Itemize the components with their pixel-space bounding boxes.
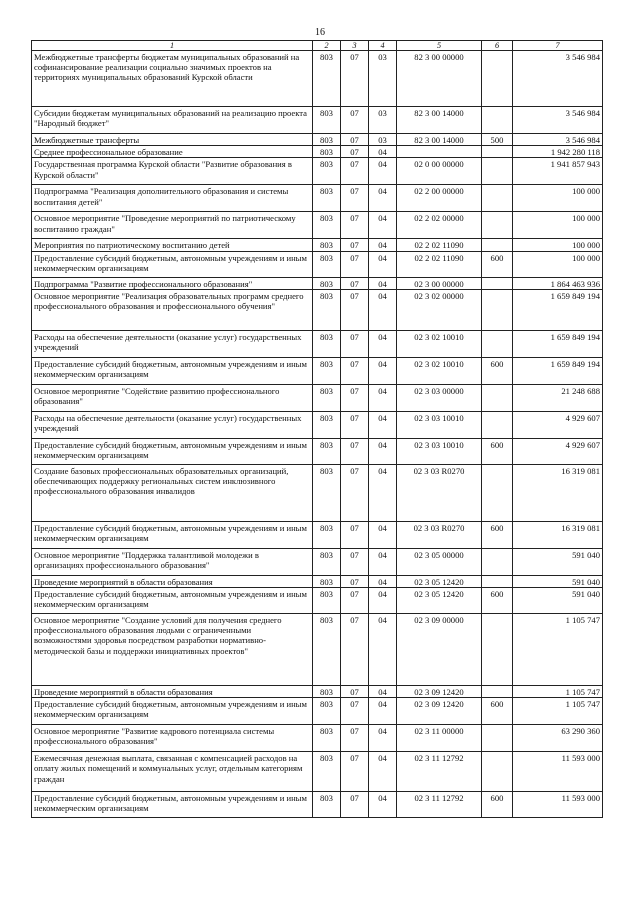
amount-cell: 1 864 463 936 bbox=[513, 277, 603, 289]
table-row bbox=[32, 384, 603, 411]
header-cell: 4 bbox=[369, 41, 397, 51]
row-name-cell: Государственная программа Курской области "Развитие образования в Курской области" bbox=[32, 158, 313, 185]
row-name-cell: Предоставление субсидий бюджетным, автономным учреждениям и иным некоммерческим организациям bbox=[32, 357, 313, 384]
ministry-code-cell: 803 bbox=[313, 134, 341, 146]
amount-cell: 1 942 280 118 bbox=[513, 146, 603, 158]
expense-type-cell bbox=[482, 575, 513, 587]
target-article-cell: 02 2 02 00000 bbox=[397, 212, 482, 239]
section-code-cell: 07 bbox=[341, 185, 369, 212]
row-name-cell: Основное мероприятие "Поддержка талантливой молодежи в организациях профессионального образования" bbox=[32, 548, 313, 575]
expense-type-cell bbox=[482, 107, 513, 134]
ministry-code-cell: 803 bbox=[313, 185, 341, 212]
expense-type-cell bbox=[482, 212, 513, 239]
header-cell: 3 bbox=[341, 41, 369, 51]
amount-cell: 591 040 bbox=[513, 548, 603, 575]
table-row bbox=[32, 686, 603, 698]
ministry-code-cell: 803 bbox=[313, 51, 341, 107]
amount-cell: 3 546 984 bbox=[513, 134, 603, 146]
target-article-cell: 02 3 09 12420 bbox=[397, 686, 482, 698]
amount-cell: 4 929 607 bbox=[513, 438, 603, 464]
ministry-code-cell: 803 bbox=[313, 464, 341, 521]
amount-cell: 11 593 000 bbox=[513, 792, 603, 818]
section-code-cell: 07 bbox=[341, 51, 369, 107]
table-row bbox=[32, 107, 603, 134]
target-article-cell: 02 3 09 12420 bbox=[397, 698, 482, 725]
section-code-cell: 07 bbox=[341, 725, 369, 752]
subsection-code-cell: 04 bbox=[369, 614, 397, 686]
expense-type-cell bbox=[482, 752, 513, 792]
header-cell: 7 bbox=[513, 41, 603, 51]
ministry-code-cell: 803 bbox=[313, 411, 341, 438]
target-article-cell: 02 3 11 00000 bbox=[397, 725, 482, 752]
header-cell: 1 bbox=[32, 41, 313, 51]
page-number: 16 bbox=[315, 27, 325, 38]
amount-cell: 591 040 bbox=[513, 588, 603, 614]
ministry-code-cell: 803 bbox=[313, 277, 341, 289]
ministry-code-cell: 803 bbox=[313, 752, 341, 792]
table-row bbox=[32, 752, 603, 792]
amount-cell: 3 546 984 bbox=[513, 107, 603, 134]
expense-type-cell bbox=[482, 277, 513, 289]
row-name-cell: Проведение мероприятий в области образования bbox=[32, 686, 313, 698]
ministry-code-cell: 803 bbox=[313, 438, 341, 464]
target-article-cell: 02 0 00 00000 bbox=[397, 158, 482, 185]
table-row bbox=[32, 51, 603, 107]
section-code-cell: 07 bbox=[341, 588, 369, 614]
target-article-cell: 02 3 03 00000 bbox=[397, 384, 482, 411]
table-row bbox=[32, 289, 603, 330]
table-row bbox=[32, 548, 603, 575]
subsection-code-cell: 04 bbox=[369, 185, 397, 212]
section-code-cell: 07 bbox=[341, 548, 369, 575]
table-row bbox=[32, 438, 603, 464]
target-article-cell: 02 3 02 10010 bbox=[397, 357, 482, 384]
expense-type-cell bbox=[482, 185, 513, 212]
section-code-cell: 07 bbox=[341, 289, 369, 330]
amount-cell: 100 000 bbox=[513, 185, 603, 212]
section-code-cell: 07 bbox=[341, 277, 369, 289]
section-code-cell: 07 bbox=[341, 212, 369, 239]
subsection-code-cell: 04 bbox=[369, 548, 397, 575]
table-row bbox=[32, 251, 603, 277]
target-article-cell: 82 3 00 14000 bbox=[397, 107, 482, 134]
table-row bbox=[32, 725, 603, 752]
table-row bbox=[32, 575, 603, 587]
table-row bbox=[32, 357, 603, 384]
target-article-cell: 02 3 11 12792 bbox=[397, 792, 482, 818]
target-article-cell: 02 3 05 12420 bbox=[397, 575, 482, 587]
table-row bbox=[32, 185, 603, 212]
expense-type-cell bbox=[482, 51, 513, 107]
expense-type-cell bbox=[482, 146, 513, 158]
row-name-cell: Создание базовых профессиональных образовательных организаций, обеспечивающих поддержку региональных систем инклюзивного профессионального образования инвалидов bbox=[32, 464, 313, 521]
ministry-code-cell: 803 bbox=[313, 548, 341, 575]
expense-type-cell bbox=[482, 158, 513, 185]
row-name-cell: Предоставление субсидий бюджетным, автономным учреждениям и иным некоммерческим организациям bbox=[32, 588, 313, 614]
ministry-code-cell: 803 bbox=[313, 107, 341, 134]
table-row bbox=[32, 464, 603, 521]
subsection-code-cell: 04 bbox=[369, 588, 397, 614]
section-code-cell: 07 bbox=[341, 107, 369, 134]
amount-cell: 4 929 607 bbox=[513, 411, 603, 438]
ministry-code-cell: 803 bbox=[313, 792, 341, 818]
subsection-code-cell: 04 bbox=[369, 575, 397, 587]
amount-cell: 11 593 000 bbox=[513, 752, 603, 792]
expense-type-cell bbox=[482, 239, 513, 251]
ministry-code-cell: 803 bbox=[313, 212, 341, 239]
table-row bbox=[32, 521, 603, 548]
expense-type-cell: 600 bbox=[482, 357, 513, 384]
expense-type-cell bbox=[482, 725, 513, 752]
header-cell: 5 bbox=[397, 41, 482, 51]
expense-type-cell bbox=[482, 464, 513, 521]
section-code-cell: 07 bbox=[341, 792, 369, 818]
table-row bbox=[32, 792, 603, 818]
ministry-code-cell: 803 bbox=[313, 357, 341, 384]
target-article-cell: 02 3 02 00000 bbox=[397, 289, 482, 330]
row-name-cell: Межбюджетные трансферты bbox=[32, 134, 313, 146]
expense-type-cell bbox=[482, 686, 513, 698]
target-article-cell: 02 2 02 11090 bbox=[397, 251, 482, 277]
table-row bbox=[32, 134, 603, 146]
table-row bbox=[32, 411, 603, 438]
budget-table bbox=[31, 40, 603, 818]
row-name-cell: Основное мероприятие "Содействие развитию профессионального образования" bbox=[32, 384, 313, 411]
section-code-cell: 07 bbox=[341, 384, 369, 411]
expense-type-cell bbox=[482, 330, 513, 357]
expense-type-cell: 600 bbox=[482, 698, 513, 725]
subsection-code-cell: 04 bbox=[369, 521, 397, 548]
expense-type-cell: 600 bbox=[482, 588, 513, 614]
subsection-code-cell: 04 bbox=[369, 158, 397, 185]
row-name-cell: Основное мероприятие "Создание условий для получения среднего профессионального образования людьми с ограниченными возможностями здоровья посредством разработки нормативно-методической базы и поддержки инициативных проектов" bbox=[32, 614, 313, 686]
ministry-code-cell: 803 bbox=[313, 146, 341, 158]
target-article-cell: 02 2 02 11090 bbox=[397, 239, 482, 251]
header-cell: 6 bbox=[482, 41, 513, 51]
target-article-cell: 82 3 00 14000 bbox=[397, 134, 482, 146]
row-name-cell: Предоставление субсидий бюджетным, автономным учреждениям и иным некоммерческим организациям bbox=[32, 251, 313, 277]
section-code-cell: 07 bbox=[341, 698, 369, 725]
section-code-cell: 07 bbox=[341, 357, 369, 384]
table-row bbox=[32, 212, 603, 239]
header-cell: 2 bbox=[313, 41, 341, 51]
target-article-cell: 02 3 00 00000 bbox=[397, 277, 482, 289]
amount-cell: 100 000 bbox=[513, 212, 603, 239]
subsection-code-cell: 04 bbox=[369, 212, 397, 239]
expense-type-cell bbox=[482, 384, 513, 411]
ministry-code-cell: 803 bbox=[313, 575, 341, 587]
section-code-cell: 07 bbox=[341, 134, 369, 146]
section-code-cell: 07 bbox=[341, 411, 369, 438]
table-row bbox=[32, 158, 603, 185]
subsection-code-cell: 03 bbox=[369, 134, 397, 146]
subsection-code-cell: 04 bbox=[369, 251, 397, 277]
row-name-cell: Расходы на обеспечение деятельности (оказание услуг) государственных учреждений bbox=[32, 411, 313, 438]
target-article-cell: 82 3 00 00000 bbox=[397, 51, 482, 107]
expense-type-cell bbox=[482, 411, 513, 438]
amount-cell: 21 248 688 bbox=[513, 384, 603, 411]
row-name-cell: Межбюджетные трансферты бюджетам муниципальных образований на софинансирование реализации социально значимых проектов на территориях муниципальных образований Курской области bbox=[32, 51, 313, 107]
row-name-cell: Предоставление субсидий бюджетным, автономным учреждениям и иным некоммерческим организациям bbox=[32, 698, 313, 725]
section-code-cell: 07 bbox=[341, 575, 369, 587]
amount-cell: 1 659 849 194 bbox=[513, 289, 603, 330]
table-row bbox=[32, 277, 603, 289]
header-row bbox=[32, 41, 603, 51]
amount-cell: 100 000 bbox=[513, 239, 603, 251]
subsection-code-cell: 04 bbox=[369, 725, 397, 752]
target-article-cell: 02 3 02 10010 bbox=[397, 330, 482, 357]
amount-cell: 591 040 bbox=[513, 575, 603, 587]
target-article-cell: 02 3 03 R0270 bbox=[397, 521, 482, 548]
table-row bbox=[32, 239, 603, 251]
row-name-cell: Подпрограмма "Развитие профессионального образования" bbox=[32, 277, 313, 289]
row-name-cell: Подпрограмма "Реализация дополнительного образования и системы воспитания детей" bbox=[32, 185, 313, 212]
section-code-cell: 07 bbox=[341, 521, 369, 548]
expense-type-cell: 600 bbox=[482, 251, 513, 277]
row-name-cell: Основное мероприятие "Развитие кадрового потенциала системы профессионального образования" bbox=[32, 725, 313, 752]
table-row bbox=[32, 698, 603, 725]
row-name-cell: Среднее профессиональное образование bbox=[32, 146, 313, 158]
subsection-code-cell: 04 bbox=[369, 752, 397, 792]
table-row bbox=[32, 614, 603, 686]
subsection-code-cell: 04 bbox=[369, 686, 397, 698]
row-name-cell: Предоставление субсидий бюджетным, автономным учреждениям и иным некоммерческим организациям bbox=[32, 792, 313, 818]
amount-cell: 1 659 849 194 bbox=[513, 330, 603, 357]
ministry-code-cell: 803 bbox=[313, 289, 341, 330]
target-article-cell bbox=[397, 146, 482, 158]
target-article-cell: 02 3 09 00000 bbox=[397, 614, 482, 686]
amount-cell: 16 319 081 bbox=[513, 464, 603, 521]
subsection-code-cell: 04 bbox=[369, 277, 397, 289]
row-name-cell: Проведение мероприятий в области образования bbox=[32, 575, 313, 587]
target-article-cell: 02 2 00 00000 bbox=[397, 185, 482, 212]
row-name-cell: Основное мероприятие "Реализация образовательных программ среднего профессионального образования и профессионального обучения" bbox=[32, 289, 313, 330]
section-code-cell: 07 bbox=[341, 752, 369, 792]
target-article-cell: 02 3 05 00000 bbox=[397, 548, 482, 575]
table-row bbox=[32, 330, 603, 357]
ministry-code-cell: 803 bbox=[313, 330, 341, 357]
expense-type-cell: 600 bbox=[482, 521, 513, 548]
subsection-code-cell: 04 bbox=[369, 384, 397, 411]
expense-type-cell bbox=[482, 289, 513, 330]
subsection-code-cell: 04 bbox=[369, 438, 397, 464]
section-code-cell: 07 bbox=[341, 464, 369, 521]
ministry-code-cell: 803 bbox=[313, 384, 341, 411]
section-code-cell: 07 bbox=[341, 686, 369, 698]
amount-cell: 16 319 081 bbox=[513, 521, 603, 548]
section-code-cell: 07 bbox=[341, 614, 369, 686]
expense-type-cell: 500 bbox=[482, 134, 513, 146]
target-article-cell: 02 3 05 12420 bbox=[397, 588, 482, 614]
target-article-cell: 02 3 03 10010 bbox=[397, 411, 482, 438]
ministry-code-cell: 803 bbox=[313, 686, 341, 698]
subsection-code-cell: 04 bbox=[369, 411, 397, 438]
subsection-code-cell: 04 bbox=[369, 289, 397, 330]
ministry-code-cell: 803 bbox=[313, 698, 341, 725]
amount-cell: 3 546 984 bbox=[513, 51, 603, 107]
section-code-cell: 07 bbox=[341, 239, 369, 251]
amount-cell: 1 105 747 bbox=[513, 686, 603, 698]
section-code-cell: 07 bbox=[341, 438, 369, 464]
ministry-code-cell: 803 bbox=[313, 588, 341, 614]
subsection-code-cell: 04 bbox=[369, 330, 397, 357]
expense-type-cell: 600 bbox=[482, 438, 513, 464]
amount-cell: 1 105 747 bbox=[513, 698, 603, 725]
section-code-cell: 07 bbox=[341, 330, 369, 357]
row-name-cell: Ежемесячная денежная выплата, связанная с компенсацией расходов на оплату жилых помещений и коммунальных услуг, отдельным категориям граждан bbox=[32, 752, 313, 792]
subsection-code-cell: 04 bbox=[369, 146, 397, 158]
row-name-cell: Предоставление субсидий бюджетным, автономным учреждениям и иным некоммерческим организациям bbox=[32, 521, 313, 548]
amount-cell: 63 290 360 bbox=[513, 725, 603, 752]
section-code-cell: 07 bbox=[341, 158, 369, 185]
ministry-code-cell: 803 bbox=[313, 239, 341, 251]
expense-type-cell bbox=[482, 548, 513, 575]
subsection-code-cell: 03 bbox=[369, 107, 397, 134]
row-name-cell: Основное мероприятие "Проведение мероприятий по патриотическому воспитанию граждан" bbox=[32, 212, 313, 239]
subsection-code-cell: 04 bbox=[369, 357, 397, 384]
ministry-code-cell: 803 bbox=[313, 251, 341, 277]
target-article-cell: 02 3 03 10010 bbox=[397, 438, 482, 464]
ministry-code-cell: 803 bbox=[313, 614, 341, 686]
amount-cell: 100 000 bbox=[513, 251, 603, 277]
table-row bbox=[32, 146, 603, 158]
subsection-code-cell: 04 bbox=[369, 464, 397, 521]
target-article-cell: 02 3 11 12792 bbox=[397, 752, 482, 792]
ministry-code-cell: 803 bbox=[313, 725, 341, 752]
amount-cell: 1 659 849 194 bbox=[513, 357, 603, 384]
row-name-cell: Расходы на обеспечение деятельности (оказание услуг) государственных учреждений bbox=[32, 330, 313, 357]
subsection-code-cell: 04 bbox=[369, 698, 397, 725]
row-name-cell: Субсидии бюджетам муниципальных образований на реализацию проекта "Народный бюджет" bbox=[32, 107, 313, 134]
section-code-cell: 07 bbox=[341, 146, 369, 158]
row-name-cell: Предоставление субсидий бюджетным, автономным учреждениям и иным некоммерческим организациям bbox=[32, 438, 313, 464]
target-article-cell: 02 3 03 R0270 bbox=[397, 464, 482, 521]
subsection-code-cell: 04 bbox=[369, 792, 397, 818]
table-row bbox=[32, 588, 603, 614]
expense-type-cell: 600 bbox=[482, 792, 513, 818]
amount-cell: 1 105 747 bbox=[513, 614, 603, 686]
ministry-code-cell: 803 bbox=[313, 158, 341, 185]
ministry-code-cell: 803 bbox=[313, 521, 341, 548]
expense-type-cell bbox=[482, 614, 513, 686]
row-name-cell: Мероприятия по патриотическому воспитанию детей bbox=[32, 239, 313, 251]
amount-cell: 1 941 857 943 bbox=[513, 158, 603, 185]
section-code-cell: 07 bbox=[341, 251, 369, 277]
subsection-code-cell: 03 bbox=[369, 51, 397, 107]
subsection-code-cell: 04 bbox=[369, 239, 397, 251]
